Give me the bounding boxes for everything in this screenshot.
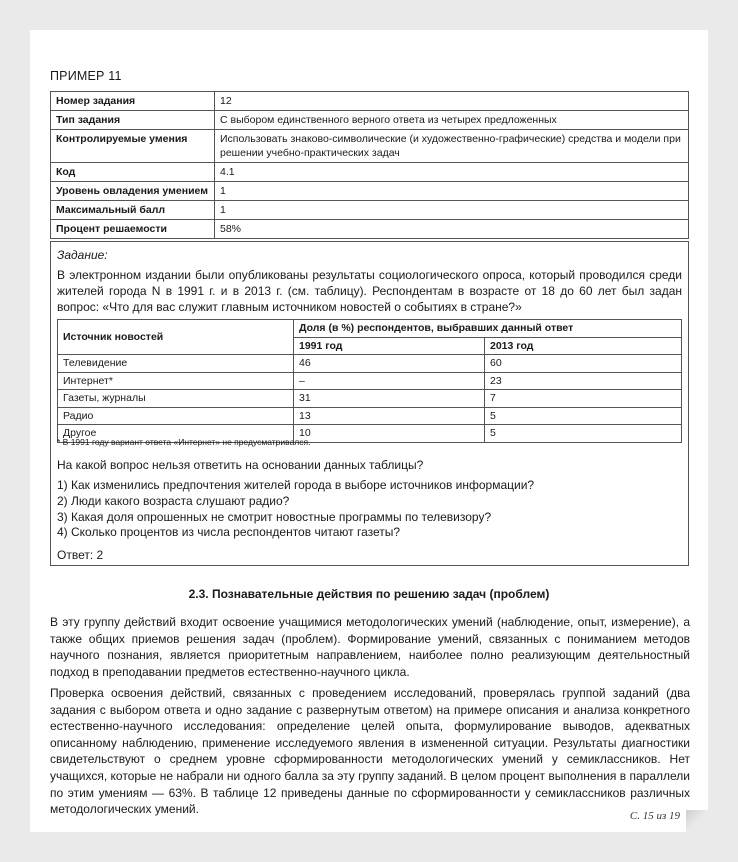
meta-value: С выбором единственного верного ответа из четырех предложенных [215,111,689,130]
cell-1991: – [294,372,485,390]
task-text: В электронном издании были опубликованы результаты социологического опроса, который проводился среди жителей города N в 1991 г. и в 2013 г. (см. таблицу). Респондентам в возрасте от 18 до 60 лет был задан вопрос: «Что для вас служит главным источником новостей о событиях в стране?» [57,268,682,314]
meta-key: Номер задания [51,92,215,111]
cell-source: Газеты, журналы [58,390,294,408]
task-label: Задание: [57,248,108,262]
answer-option: 3) Какая доля опрошенных не смотрит новостные программы по телевизору? [57,509,492,524]
cell-2013: 23 [485,372,682,390]
cell-source: Интернет* [58,372,294,390]
cell-2013: 7 [485,390,682,408]
cell-2013: 60 [485,355,682,373]
table-row [58,407,682,425]
meta-value: 4.1 [215,163,689,182]
task-meta-table [50,91,689,239]
meta-value: 1 [215,201,689,220]
task-question: На какой вопрос нельзя ответить на основании данных таблицы? [57,458,424,472]
task-box [50,241,689,566]
table-footnote: * В 1991 году вариант ответа «Интернет» не предусматривался. [57,437,311,447]
meta-row [51,220,689,239]
answer-options [57,478,534,541]
meta-key: Код [51,163,215,182]
meta-value: 1 [215,182,689,201]
paragraph-1: В эту группу действий входит освоение учащимися методологических умений (наблюдение, опыт, измерение), а также общих приемов решения задач (проблем). Формирование умений, связанных с пониманием методов научного познания, является приоритетным направлением, наиболее полно реализующим деятельностный подход в преподавании предметов естественно-научного цикла. [50,615,690,679]
meta-key: Максимальный балл [51,201,215,220]
header-source: Источник новостей [58,320,294,355]
meta-value: 58% [215,220,689,239]
answer-option: 1) Как изменились предпочтения жителей города в выборе источников информации? [57,478,535,492]
header-2013: 2013 год [485,337,682,355]
cell-source: Другое [58,425,294,443]
meta-row [51,163,689,182]
meta-row [51,130,689,163]
page-number: С. 15 из 19 [629,810,680,822]
cell-source: Телевидение [58,355,294,373]
cell-1991: 10 [294,425,485,443]
table-row [58,355,682,373]
cell-source: Радио [58,407,294,425]
meta-key: Уровень овладения умением [51,182,215,201]
meta-key: Тип задания [51,111,215,130]
section-title: 2.3. Познавательные действия по решению задач (проблем) [188,587,550,601]
table-header-row [58,320,682,338]
meta-key: Контролируемые умения [51,130,215,163]
meta-key: Процент решаемости [51,220,215,239]
cell-2013: 5 [485,425,682,443]
table-row [58,372,682,390]
cell-1991: 13 [294,407,485,425]
table-row [58,390,682,408]
meta-row [51,92,689,111]
cell-2013: 5 [485,407,682,425]
cell-1991: 46 [294,355,485,373]
paragraph-2: Проверка освоения действий, связанных с проведением исследований, проверялась группой заданий (два задания с выбором ответа и одно задание с развернутым ответом) на примере описания и анализа конкретного естественно-научного исследования: определение целей опыта, формулирование выводов, адекватных описанному наблюдению, применение исследуемого явления в измененной ситуации. Результаты диагностики свидетельствуют о среднем уровне сформированности методологических умений у семиклассников. Нет учащихся, которые не набрали ни одного балла за эту группу заданий. В целом процент выполнения в параллели по этим умениям — 63%. В таблице 12 приведены данные по сформированности у семиклассников различных методологических умений. [50,686,690,817]
cell-1991: 31 [294,390,485,408]
answer-option: 2) Люди какого возраста слушают радио? [57,493,290,508]
answer-option: 4) Сколько процентов из числа респондентов читают газеты? [57,525,401,540]
document-page [30,30,708,832]
page-curl [686,810,708,832]
meta-row [51,201,689,220]
meta-value: Использовать знаково-символические (и художественно-графические) средства и модели при решении учебно-практических задач [215,130,689,163]
meta-row [51,182,689,201]
header-1991: 1991 год [294,337,485,355]
example-title: ПРИМЕР 11 [50,69,122,83]
meta-value: 12 [215,92,689,111]
meta-row [51,111,689,130]
news-sources-table [57,319,682,443]
task-answer: Ответ: 2 [57,548,104,562]
header-share: Доля (в %) респондентов, выбравших данный ответ [294,320,682,338]
